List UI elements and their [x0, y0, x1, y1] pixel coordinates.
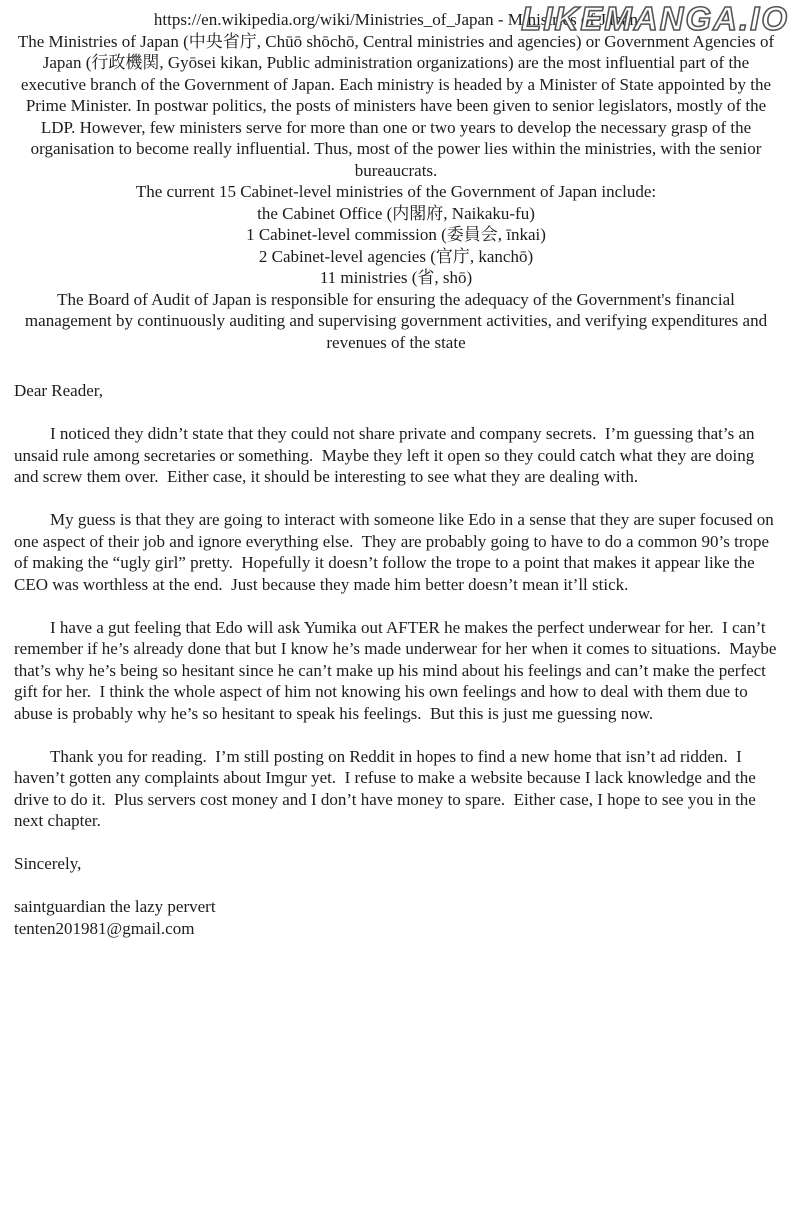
ministry-line: 11 ministries (省, shō) [319, 268, 473, 287]
signature-name: saintguardian the lazy pervert [14, 897, 216, 916]
letter-paragraph: Thank you for reading. I’m still posting on Reddit in hopes to find a new home that isn’t ad ridden. I haven’t gotten any complaints about Imgur yet. I refuse to make a website because I lack knowledge and the drive to do it. Plus servers cost money and I don’t have money to spare. Either case, I hope to see you in the next chapter. [14, 746, 761, 830]
letter-paragraph: I have a gut feeling that Edo will ask Yumika out AFTER he makes the perfect underwear for her. I can’t remember if he’s already done that but I know he’s made underwear for her when it comes to situations. Maybe that’s why he’s being so hesitant since he can’t make up his mind about his feelings and can’t make the perfect gift for her. I think the whole aspect of him not knowing his own feelings and how to deal with them due to abuse is probably why he’s so hesitant to speak his feelings. But this is just me guessing now. [14, 617, 781, 723]
ministry-line: the Cabinet Office (内閣府, Naikaku-fu) [257, 203, 535, 223]
wikipedia-excerpt-block [0, 0, 792, 353]
ministries-intro-line: The current 15 Cabinet-level ministries of the Government of Japan include: [135, 182, 657, 201]
letter-salutation: Dear Reader, [14, 381, 103, 400]
ministry-line: 1 Cabinet-level commission (委員会, īnkai) [246, 225, 546, 244]
author-letter [0, 380, 792, 939]
board-of-audit-paragraph: The Board of Audit of Japan is responsible for ensuring the adequacy of the Government's financial management by continuously auditing and supervising government activities, and verifying expenditures and revenues of the state [24, 289, 768, 352]
letter-paragraph: I noticed they didn’t state that they could not share private and company secrets. I’m guessing that’s an unsaid rule among secretaries or something. Maybe they left it open so they could catch what they are doing and screw them over. Either case, it should be interesting to see what they are dealing with. [14, 424, 759, 486]
source-url-line: https://en.wikipedia.org/wiki/Ministries_of_Japan - Ministries of Japan [153, 10, 639, 29]
letter-closing: Sincerely, [14, 854, 82, 873]
ministry-line: 2 Cabinet-level agencies (官庁, kanchō) [258, 246, 534, 266]
signature-block [14, 896, 778, 939]
letter-paragraph: My guess is that they are going to interact with someone like Edo in a sense that they are super focused on one aspect of their job and ignore everything else. They are probably going to have to do a common 90’s trope of making the “ugly girl” pretty. Hopefully it doesn’t follow the trope to a point that makes it appear like the CEO was worthless at the end. Just because they made him better doesn’t mean it’ll stick. [14, 510, 778, 594]
signature-email: tenten201981@gmail.com [14, 918, 195, 938]
wikipedia-paragraph: The Ministries of Japan (中央省庁, Chūō shōchō, Central ministries and agencies) or Government Agencies of Japan (行政機関, Gyōsei kikan, Public administration organizations) are the most influential part of the executive branch of the Government of Japan. Each ministry is headed by a Minister of State appointed by the Prime Minister. In postwar politics, the posts of ministers have been given to senior legislators, mostly of the LDP. However, few ministers serve for more than one or two years to develop the necessary grasp of the organisation to become really influential. Thus, most of the power lies within the ministries, with the senior bureaucrats. [17, 31, 775, 180]
site-watermark: LIKEMANGA.IO [521, 0, 789, 37]
